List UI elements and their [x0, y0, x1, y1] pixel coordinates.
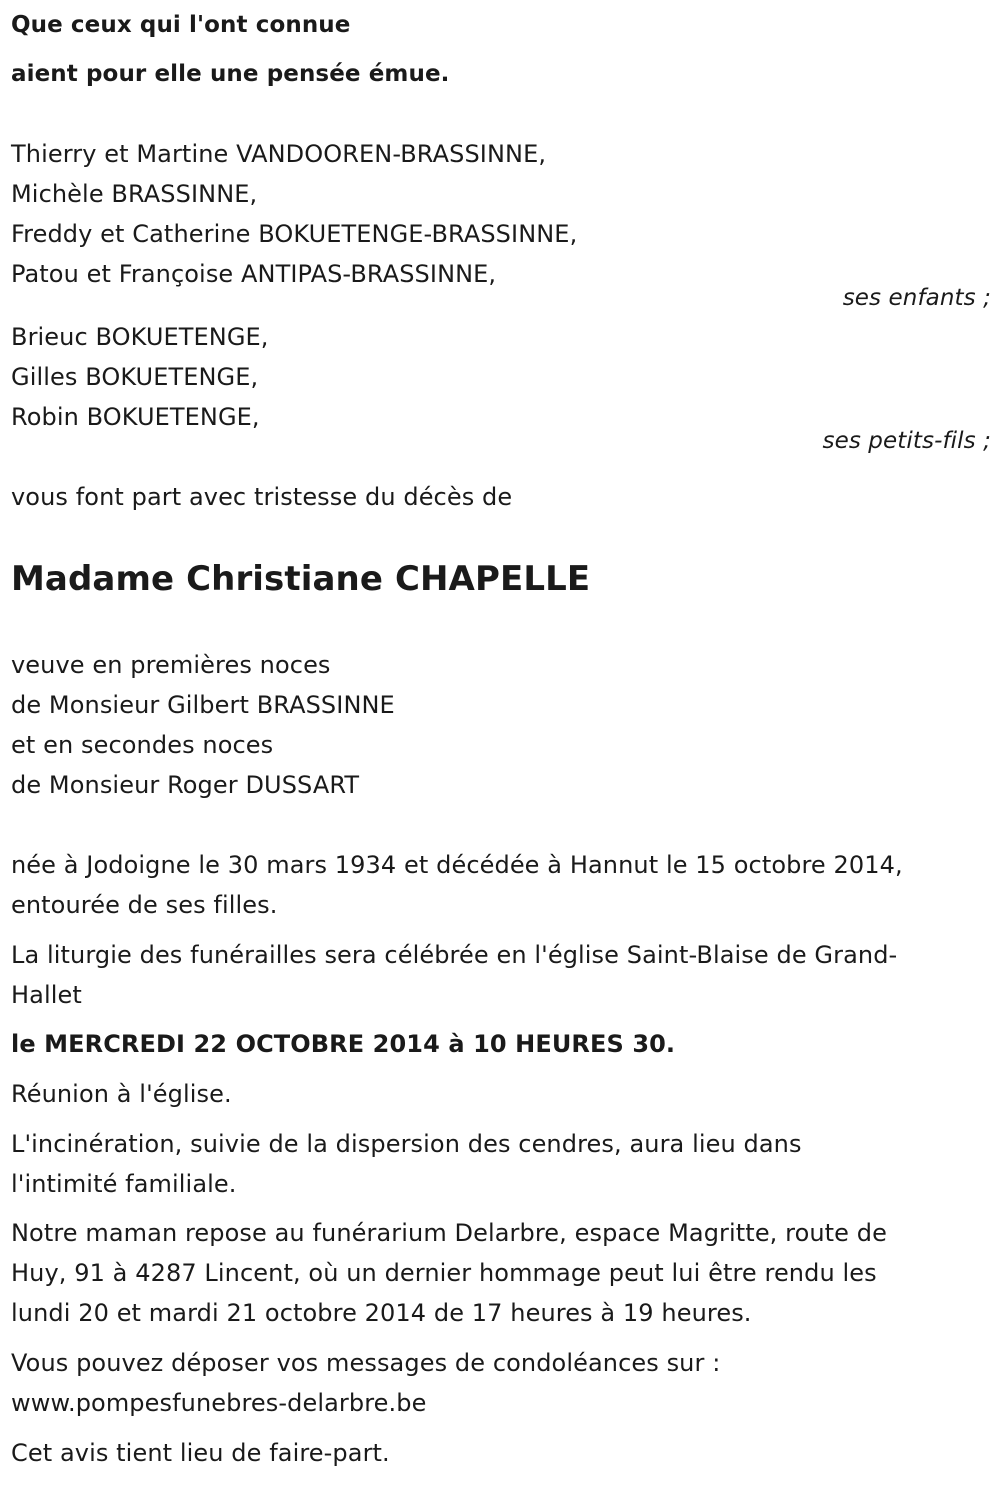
- funeral-date-time: le MERCREDI 22 OCTOBRE 2014 à 10 HEURES 30.: [11, 1030, 676, 1058]
- spouse-line: veuve en premières noces: [11, 651, 331, 679]
- visitation-line: Huy, 91 à 4287 Lincent, où un dernier hommage peut lui être rendu les: [11, 1259, 877, 1287]
- grandchildren-relation: ses petits-fils ;: [822, 428, 991, 454]
- birth-death-line: née à Jodoigne le 30 mars 1934 et décédée à Hannut le 15 octobre 2014,: [11, 851, 903, 879]
- closing-line: Cet avis tient lieu de faire-part.: [11, 1439, 390, 1467]
- liturgy-line: Hallet: [11, 981, 82, 1009]
- child-name: Freddy et Catherine BOKUETENGE-BRASSINNE,: [11, 220, 578, 248]
- child-name: Michèle BRASSINNE,: [11, 180, 258, 208]
- announcement: vous font part avec tristesse du décès de: [11, 483, 513, 511]
- cremation-line: l'intimité familiale.: [11, 1170, 237, 1198]
- birth-death-line: entourée de ses filles.: [11, 891, 278, 919]
- meeting-place: Réunion à l'église.: [11, 1080, 232, 1108]
- visitation-line: Notre maman repose au funérarium Delarbre, espace Magritte, route de: [11, 1219, 887, 1247]
- obituary-notice: [11, 0, 991, 1488]
- liturgy-line: La liturgie des funérailles sera célébrée en l'église Saint-Blaise de Grand-: [11, 941, 898, 969]
- visitation-line: lundi 20 et mardi 21 octobre 2014 de 17 heures à 19 heures.: [11, 1299, 752, 1327]
- spouse-line: et en secondes noces: [11, 731, 274, 759]
- deceased-name: Madame Christiane CHAPELLE: [11, 559, 591, 599]
- children-relation: ses enfants ;: [842, 285, 991, 311]
- child-name: Thierry et Martine VANDOOREN-BRASSINNE,: [11, 140, 547, 168]
- child-name: Patou et Françoise ANTIPAS-BRASSINNE,: [11, 260, 497, 288]
- epigraph-line-1: Que ceux qui l'ont connue: [11, 12, 351, 38]
- cremation-line: L'incinération, suivie de la dispersion des cendres, aura lieu dans: [11, 1130, 802, 1158]
- condolences-line: Vous pouvez déposer vos messages de condoléances sur :: [11, 1349, 721, 1377]
- condolences-url: www.pompesfunebres-delarbre.be: [11, 1389, 427, 1417]
- grandchild-name: Brieuc BOKUETENGE,: [11, 323, 269, 351]
- grandchild-name: Robin BOKUETENGE,: [11, 403, 260, 431]
- grandchild-name: Gilles BOKUETENGE,: [11, 363, 259, 391]
- epigraph-line-2: aient pour elle une pensée émue.: [11, 61, 450, 87]
- spouse-line: de Monsieur Roger DUSSART: [11, 771, 360, 799]
- spouse-line: de Monsieur Gilbert BRASSINNE: [11, 691, 395, 719]
